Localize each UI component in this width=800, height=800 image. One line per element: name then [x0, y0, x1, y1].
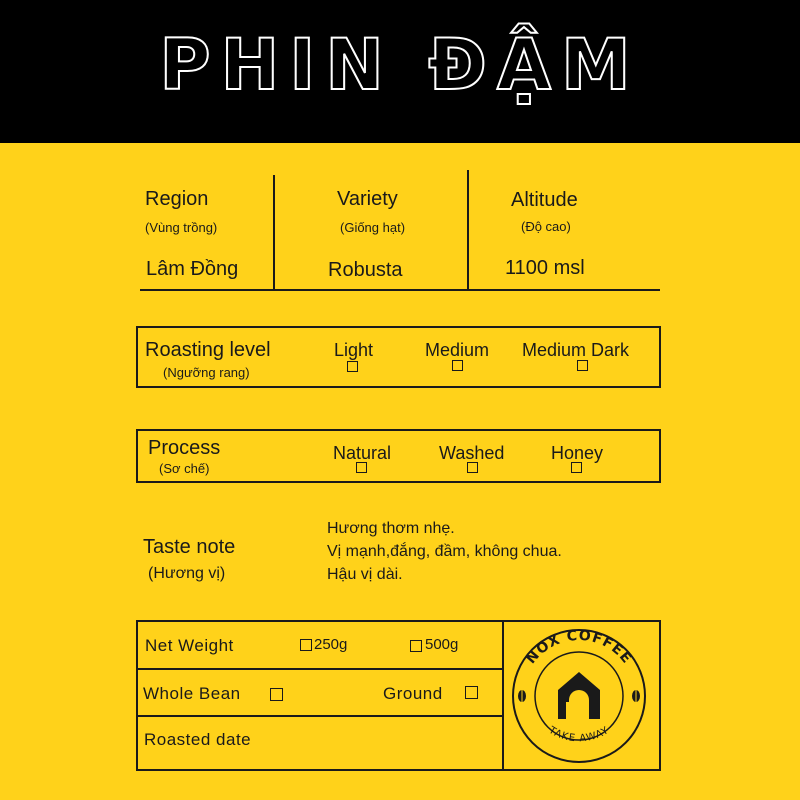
taste-line: Hương thơm nhẹ.	[327, 520, 455, 537]
roasting-level-label: Roasting level	[145, 339, 271, 361]
logo-bottom-text: TAKE AWAY	[546, 724, 612, 745]
net-weight-label: Net Weight	[145, 636, 234, 655]
altitude-sublabel: (Độ cao)	[521, 219, 571, 234]
whole-bean-checkbox[interactable]	[270, 688, 283, 701]
region-sublabel: (Vùng trồng)	[145, 220, 218, 235]
weight-250g-label: 250g	[314, 636, 348, 653]
taste-line: Vị mạnh,đắng, đầm, không chua.	[327, 543, 562, 560]
variety-label: Variety	[337, 188, 398, 210]
svg-text:TAKE AWAY	[546, 724, 611, 744]
row-divider-2	[136, 715, 503, 717]
process-option-honey-label: Honey	[551, 443, 604, 463]
process-sublabel: (Sơ chế)	[159, 461, 210, 476]
page-title: PHIN ĐẬM	[159, 24, 641, 106]
roasted-date-label: Roasted date	[144, 730, 252, 749]
process-washed-checkbox[interactable]	[467, 462, 478, 473]
ground-checkbox[interactable]	[465, 686, 478, 699]
taste-note-label: Taste note	[143, 536, 236, 558]
variety-value: Robusta	[328, 259, 403, 281]
row-divider-1	[136, 668, 503, 670]
process-option-natural-label: Natural	[333, 443, 392, 463]
roast-option-medium-label: Medium	[425, 340, 490, 360]
taste-note-lines	[327, 517, 562, 586]
taste-line: Hậu vị dài.	[327, 566, 403, 583]
logo-top-text: NOX COFFEE	[523, 627, 635, 668]
process-option-washed-label: Washed	[439, 443, 505, 463]
region-label: Region	[145, 188, 209, 210]
roast-medium-checkbox[interactable]	[452, 360, 463, 371]
weight-500g-label: 500g	[425, 636, 459, 653]
roast-light-checkbox[interactable]	[347, 361, 358, 372]
process-natural-checkbox[interactable]	[356, 462, 367, 473]
roast-option-medium-dark-label: Medium Dark	[522, 340, 630, 360]
info-divider-2	[467, 170, 469, 290]
roast-option-light-label: Light	[334, 340, 374, 360]
info-divider-1	[273, 175, 275, 290]
altitude-label: Altitude	[511, 189, 578, 211]
altitude-value: 1100 msl	[505, 257, 585, 279]
house-n-icon	[558, 672, 600, 719]
weight-500g-checkbox[interactable]	[410, 640, 422, 652]
roast-medium-dark-checkbox[interactable]	[577, 360, 588, 371]
process-label: Process	[148, 437, 221, 459]
ground-label: Ground	[383, 684, 443, 703]
taste-note-sublabel: (Hương vị)	[148, 565, 226, 582]
variety-sublabel: (Giống hạt)	[340, 220, 406, 235]
weight-250g-checkbox[interactable]	[300, 639, 312, 651]
nox-coffee-logo	[503, 620, 661, 771]
roasting-level-sublabel: (Ngưỡng rang)	[163, 365, 250, 380]
whole-bean-label: Whole Bean	[143, 684, 241, 703]
svg-text:NOX COFFEE	[523, 628, 635, 667]
info-underline	[140, 289, 660, 291]
region-value: Lâm Đồng	[146, 258, 239, 280]
process-honey-checkbox[interactable]	[571, 462, 582, 473]
